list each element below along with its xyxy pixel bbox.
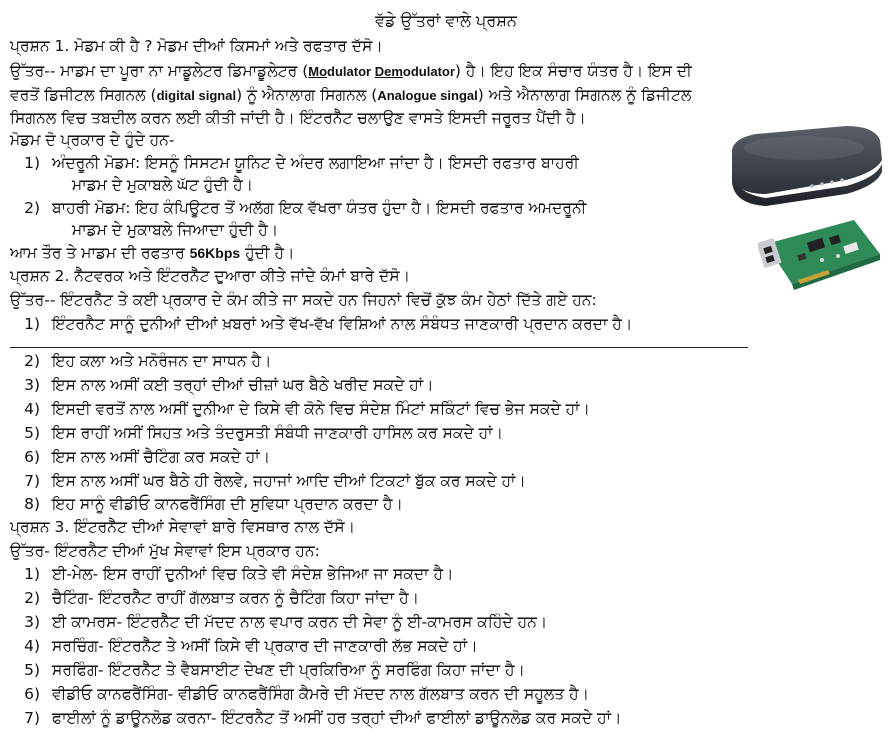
q1-type1: [10, 152, 579, 174]
list-item: [10, 374, 434, 396]
list-item: [10, 659, 525, 681]
list-text: ਇਹ ਸਾਨੂੰ ਵੀਡੀਓ ਕਾਨਫਰੈਂਸਿੰਗ ਦੀ ਸੁਵਿਧਾ ਪ੍ਰਦਾਨ ਕਰਦਾ ਹੈ।: [52, 495, 403, 513]
q1-answer-line2-c: ) ਅਤੇ ਐਨਾਲਾਗ ਸਿਗਨਲ ਨੂੰ ਡਿਜੀਟਲ: [477, 86, 692, 104]
list-text: ਵੀਡੀਓ ਕਾਨਫਰੈਂਸਿੰਗ- ਵੀਡੀਓ ਕਾਨਫਰੈਂਸਿੰਗ ਕੈਮਰੇ ਦੀ ਮੱਦਦ ਨਾਲ ਗੱਲਬਾਤ ਕਰਨ ਦੀ ਸਹੂਲਤ ਹੈ।: [52, 685, 590, 703]
digital-signal-text: digital signal: [156, 88, 237, 103]
list-text: ਇਸ ਨਾਲ ਅਸੀਂ ਘਰ ਬੈਠੇ ਹੀ ਰੇਲਵੇ, ਜਹਾਜਾਂ ਆਦਿ ਦੀਆਂ ਟਿਕਟਾਂ ਬੁੱਕ ਕਰ ਸਕਦੇ ਹਾਂ।: [52, 472, 526, 490]
q3-question: ਪ੍ਰਸ਼ਨ 3. ਇੰਟਰਨੈੱਟ ਦੀਆਂ ਸੇਵਾਵਾਂ ਬਾਰੇ ਵਿਸਥਾਰ ਨਾਲ ਦੱਸੋ।: [10, 518, 356, 536]
list-item: [10, 707, 621, 729]
mo-underlined: Mo: [308, 64, 328, 79]
list-item: [10, 683, 589, 705]
q2-question: ਪ੍ਰਸ਼ਨ 2. ਨੈੱਟਵਰਕ ਅਤੇ ਇੰਟਰਨੈੱਟ ਦੁਆਰਾ ਕੀਤੇ ਜਾਂਦੇ ਕੰਮਾਂ ਬਾਰੇ ਦੱਸੋ।: [10, 267, 411, 285]
list-text: ਇਹ ਕਲਾ ਅਤੇ ਮਨੋਰੰਜਨ ਦਾ ਸਾਧਨ ਹੈ।: [52, 352, 272, 370]
list-text: ਇਸ ਨਾਲ ਅਸੀਂ ਚੈਟਿੰਗ ਕਰ ਸਕਦੇ ਹਾਂ।: [52, 448, 271, 466]
list-number: 6): [24, 448, 40, 466]
q1-type2-cont: ਮਾਡਮ ਦੇ ਮੁਕਾਬਲੇ ਜਿਆਦਾ ਹੁੰਦੀ ਹੈ।: [72, 221, 279, 239]
list-item: [10, 493, 403, 515]
dem-underlined: Dem: [374, 64, 403, 79]
q1-types-intro: ਮੋਡਮ ਦੋ ਪ੍ਰਕਾਰ ਦੇ ਹੁੰਦੇ ਹਨ-: [10, 131, 175, 149]
list-text: ਇਸਦੀ ਵਰਤੋਂ ਨਾਲ ਅਸੀਂ ਦੁਨੀਆ ਦੇ ਕਿਸੇ ਵੀ ਕੋਨੇ ਵਿਚ ਸੰਦੇਸ਼ ਮਿੰਟਾਂ ਸਕਿੰਟਾਂ ਵਿਚ ਭੇਜ ਸਕਦੇ ਹਾਂ।: [52, 400, 590, 418]
list-text: ਫਾਈਲਾਂ ਨੂੰ ਡਾਊਨਲੋਡ ਕਰਨਾ- ਇੰਟਰਨੈਟ ਤੋਂ ਅਸੀਂ ਹਰ ਤਰ੍ਹਾਂ ਦੀਆਂ ਫਾਈਲਾਂ ਡਾਊਨਲੋਡ ਕਰ ਸਕਦੇ ਹਾਂ।: [52, 709, 622, 727]
q3-answer: ਉੱਤਰ- ਇੰਟਰਨੈਟ ਦੀਆਂ ਮੁੱਖ ਸੇਵਾਵਾਂ ਇਸ ਪ੍ਰਕਾਰ ਹਨ:: [10, 542, 320, 560]
list-number: 1): [24, 154, 40, 172]
list-text: ਈ-ਮੇਲ- ਇਸ ਰਾਹੀਂ ਦੁਨੀਆਂ ਵਿਚ ਕਿਤੇ ਵੀ ਸੰਦੇਸ਼ ਭੇਜਿਆ ਜਾ ਸਕਦਾ ਹੈ।: [52, 565, 454, 583]
q1-answer-line1: [10, 60, 692, 83]
list-item: [10, 350, 271, 372]
list-number: 4): [24, 637, 40, 655]
list-text: ਬਾਹਰੀ ਮੋਡਮ: ਇਹ ਕੰਪਿਊਟਰ ਤੋਂ ਅਲੱਗ ਇਕ ਵੱਖਰਾ ਯੰਤਰ ਹੁੰਦਾ ਹੈ। ਇਸਦੀ ਰਫਤਾਰ ਅਮਦਰੂਨੀ: [52, 199, 587, 217]
internal-modem-image: [758, 214, 886, 294]
list-number: 8): [24, 495, 40, 513]
list-text: ਈ ਕਾਮਰਸ- ਇੰਟਰਨੈੱਟ ਦੀ ਮੱਦਦ ਨਾਲ ਵਪਾਰ ਕਰਨ ਦੀ ਸੇਵਾ ਨੂੰ ਈ-ਕਾਮਰਸ ਕਹਿੰਦੇ ਹਨ।: [52, 613, 548, 631]
q1-answer-line2-b: ) ਨੂੰ ਐਨਾਲਾਗ ਸਿਗਨਲ (: [236, 86, 378, 104]
list-number: 4): [24, 400, 40, 418]
list-item: [10, 563, 453, 585]
list-number: 5): [24, 424, 40, 442]
analogue-signal-text: Analogue singal: [377, 88, 478, 103]
list-number: 3): [24, 613, 40, 631]
q1-answer-line3: ਸਿਗਨਲ ਵਿਚ ਤਬਦੀਲ ਕਰਨ ਲਈ ਕੀਤੀ ਜਾਂਦੀ ਹੈ। ਇੰਟਰਨੈੱਟ ਚਲਾਉਣ ਵਾਸਤੇ ਇਸਦੀ ਜਰੂਰਤ ਪੈਂਦੀ ਹੈ।: [10, 109, 586, 127]
list-text: ਚੈਟਿੰਗ- ਇੰਟਰਨੈੱਟ ਰਾਹੀਂ ਗੱਲਬਾਤ ਕਰਨ ਨੂੰ ਚੈਟਿੰਗ ਕਿਹਾ ਜਾਂਦਾ ਹੈ।: [52, 589, 420, 607]
q1-answer-line1-a: ਉੱਤਰ-- ਮਾਡਮ ਦਾ ਪੂਰਾ ਨਾ ਮਾਡੂਲੇਟਰ ਡਿਮਾਡੂਲੇਟਰ (: [10, 62, 309, 80]
list-item: [10, 470, 526, 492]
list-item: [10, 587, 419, 609]
list-item: [10, 398, 590, 420]
dulator-text: dulator: [327, 64, 375, 79]
list-number: 5): [24, 661, 40, 679]
q1-answer-line1-d: ) ਹੈ। ਇਹ ਇਕ ਸੰਚਾਰ ਯੰਤਰ ਹੈ। ਇਸ ਦੀ: [454, 62, 692, 80]
list-number: 2): [24, 352, 40, 370]
q1-answer-line2-a: ਵਰਤੋਂ ਡਿਜੀਟਲ ਸਿਗਨਲ (: [10, 86, 157, 104]
speed-text-b: ਹੁੰਦੀ ਹੈ।: [240, 244, 295, 262]
speed-value: 56Kbps: [189, 245, 241, 261]
list-text: ਸਰਚਿੰਗ- ਇੰਟਰਨੈੱਟ ਤੇ ਅਸੀਂ ਕਿਸੇ ਵੀ ਪ੍ਰਕਾਰ ਦੀ ਜਾਣਕਾਰੀ ਲੱਭ ਸਕਦੇ ਹਾਂ।: [52, 637, 478, 655]
list-text: ਅੰਦਰੂਨੀ ਮੋਡਮ: ਇਸਨੂੰ ਸਿਸਟਮ ਯੂਨਿਟ ਦੇ ਅੰਦਰ ਲਗਾਇਆ ਜਾਂਦਾ ਹੈ। ਇਸਦੀ ਰਫਤਾਰ ਬਾਹਰੀ: [52, 154, 579, 172]
q1-answer-line2: [10, 84, 691, 107]
q1-type2: [10, 197, 586, 219]
odulator-text: odulator: [402, 64, 455, 79]
q1-type1-cont: ਮਾਡਮ ਦੇ ਮੁਕਾਬਲੇ ਘੱਟ ਹੁੰਦੀ ਹੈ।: [72, 176, 254, 194]
list-number: 2): [24, 199, 40, 217]
list-number: 6): [24, 685, 40, 703]
list-item: [10, 635, 478, 657]
list-number: 1): [24, 565, 40, 583]
list-item: [10, 422, 503, 444]
list-text: ਇੰਟਰਨੈਟ ਸਾਨੂੰ ਦੁਨੀਆਂ ਦੀਆਂ ਖ਼ਬਰਾਂ ਅਤੇ ਵੱਖ-ਵੱਖ ਵਿਸ਼ਿਆਂ ਨਾਲ ਸੰਬੰਧਤ ਜਾਣਕਾਰੀ ਪ੍ਰਦਾਨ ਕਰਦਾ ਹੈ।: [52, 315, 633, 333]
list-number: 7): [24, 709, 40, 727]
q1-question: ਪ੍ਰਸ਼ਨ 1. ਮੋਡਮ ਕੀ ਹੈ ? ਮੋਡਮ ਦੀਆਂ ਕਿਸਮਾਂ ਅਤੇ ਰਫਤਾਰ ਦੱਸੋ।: [10, 37, 383, 55]
page-title: ਵੱਡੇ ਉੱਤਰਾਂ ਵਾਲੇ ਪ੍ਰਸ਼ਨ: [375, 11, 517, 30]
list-number: 3): [24, 376, 40, 394]
list-number: 7): [24, 472, 40, 490]
external-modem-image: [726, 120, 886, 210]
speed-text-a: ਆਮ ਤੌਰ ਤੇ ਮਾਡਮ ਦੀ ਰਫਤਾਰ: [10, 244, 190, 262]
list-number: 2): [24, 589, 40, 607]
horizontal-rule: [10, 347, 748, 348]
list-text: ਇਸ ਰਾਹੀਂ ਅਸੀਂ ਸਿਹਤ ਅਤੇ ਤੰਦਰੁਸਤੀ ਸੰਬੰਧੀ ਜਾਣਕਾਰੀ ਹਾਸਿਲ ਕਰ ਸਕਦੇ ਹਾਂ।: [52, 424, 504, 442]
list-text: ਇਸ ਨਾਲ ਅਸੀਂ ਕਈ ਤਰ੍ਹਾਂ ਦੀਆਂ ਚੀਜ਼ਾਂ ਘਰ ਬੈਠੇ ਖਰੀਦ ਸਕਦੇ ਹਾਂ।: [52, 376, 434, 394]
list-item: [10, 611, 547, 633]
q1-speed: [10, 242, 294, 264]
list-item: [10, 446, 270, 468]
list-item: [10, 313, 632, 335]
list-number: 1): [24, 315, 40, 333]
list-text: ਸਰਫਿੰਗ- ਇੰਟਰਨੈੱਟ ਤੇ ਵੈਬਸਾਈਟ ਦੇਖਣ ਦੀ ਪ੍ਰਕਿਰਿਆ ਨੂੰ ਸਰਫਿੰਗ ਕਿਹਾ ਜਾਂਦਾ ਹੈ।: [52, 661, 525, 679]
q2-answer: ਉੱਤਰ-- ਇੰਟਰਨੈੱਟ ਤੇ ਕਈ ਪ੍ਰਕਾਰ ਦੇ ਕੰਮ ਕੀਤੇ ਜਾ ਸਕਦੇ ਹਨ ਜਿਹਨਾਂ ਵਿਚੋਂ ਕੁੱਝ ਕੰਮ ਹੇਠਾਂ ਦਿੱਤੇ ਗਏ ਹਨ:: [10, 291, 597, 309]
